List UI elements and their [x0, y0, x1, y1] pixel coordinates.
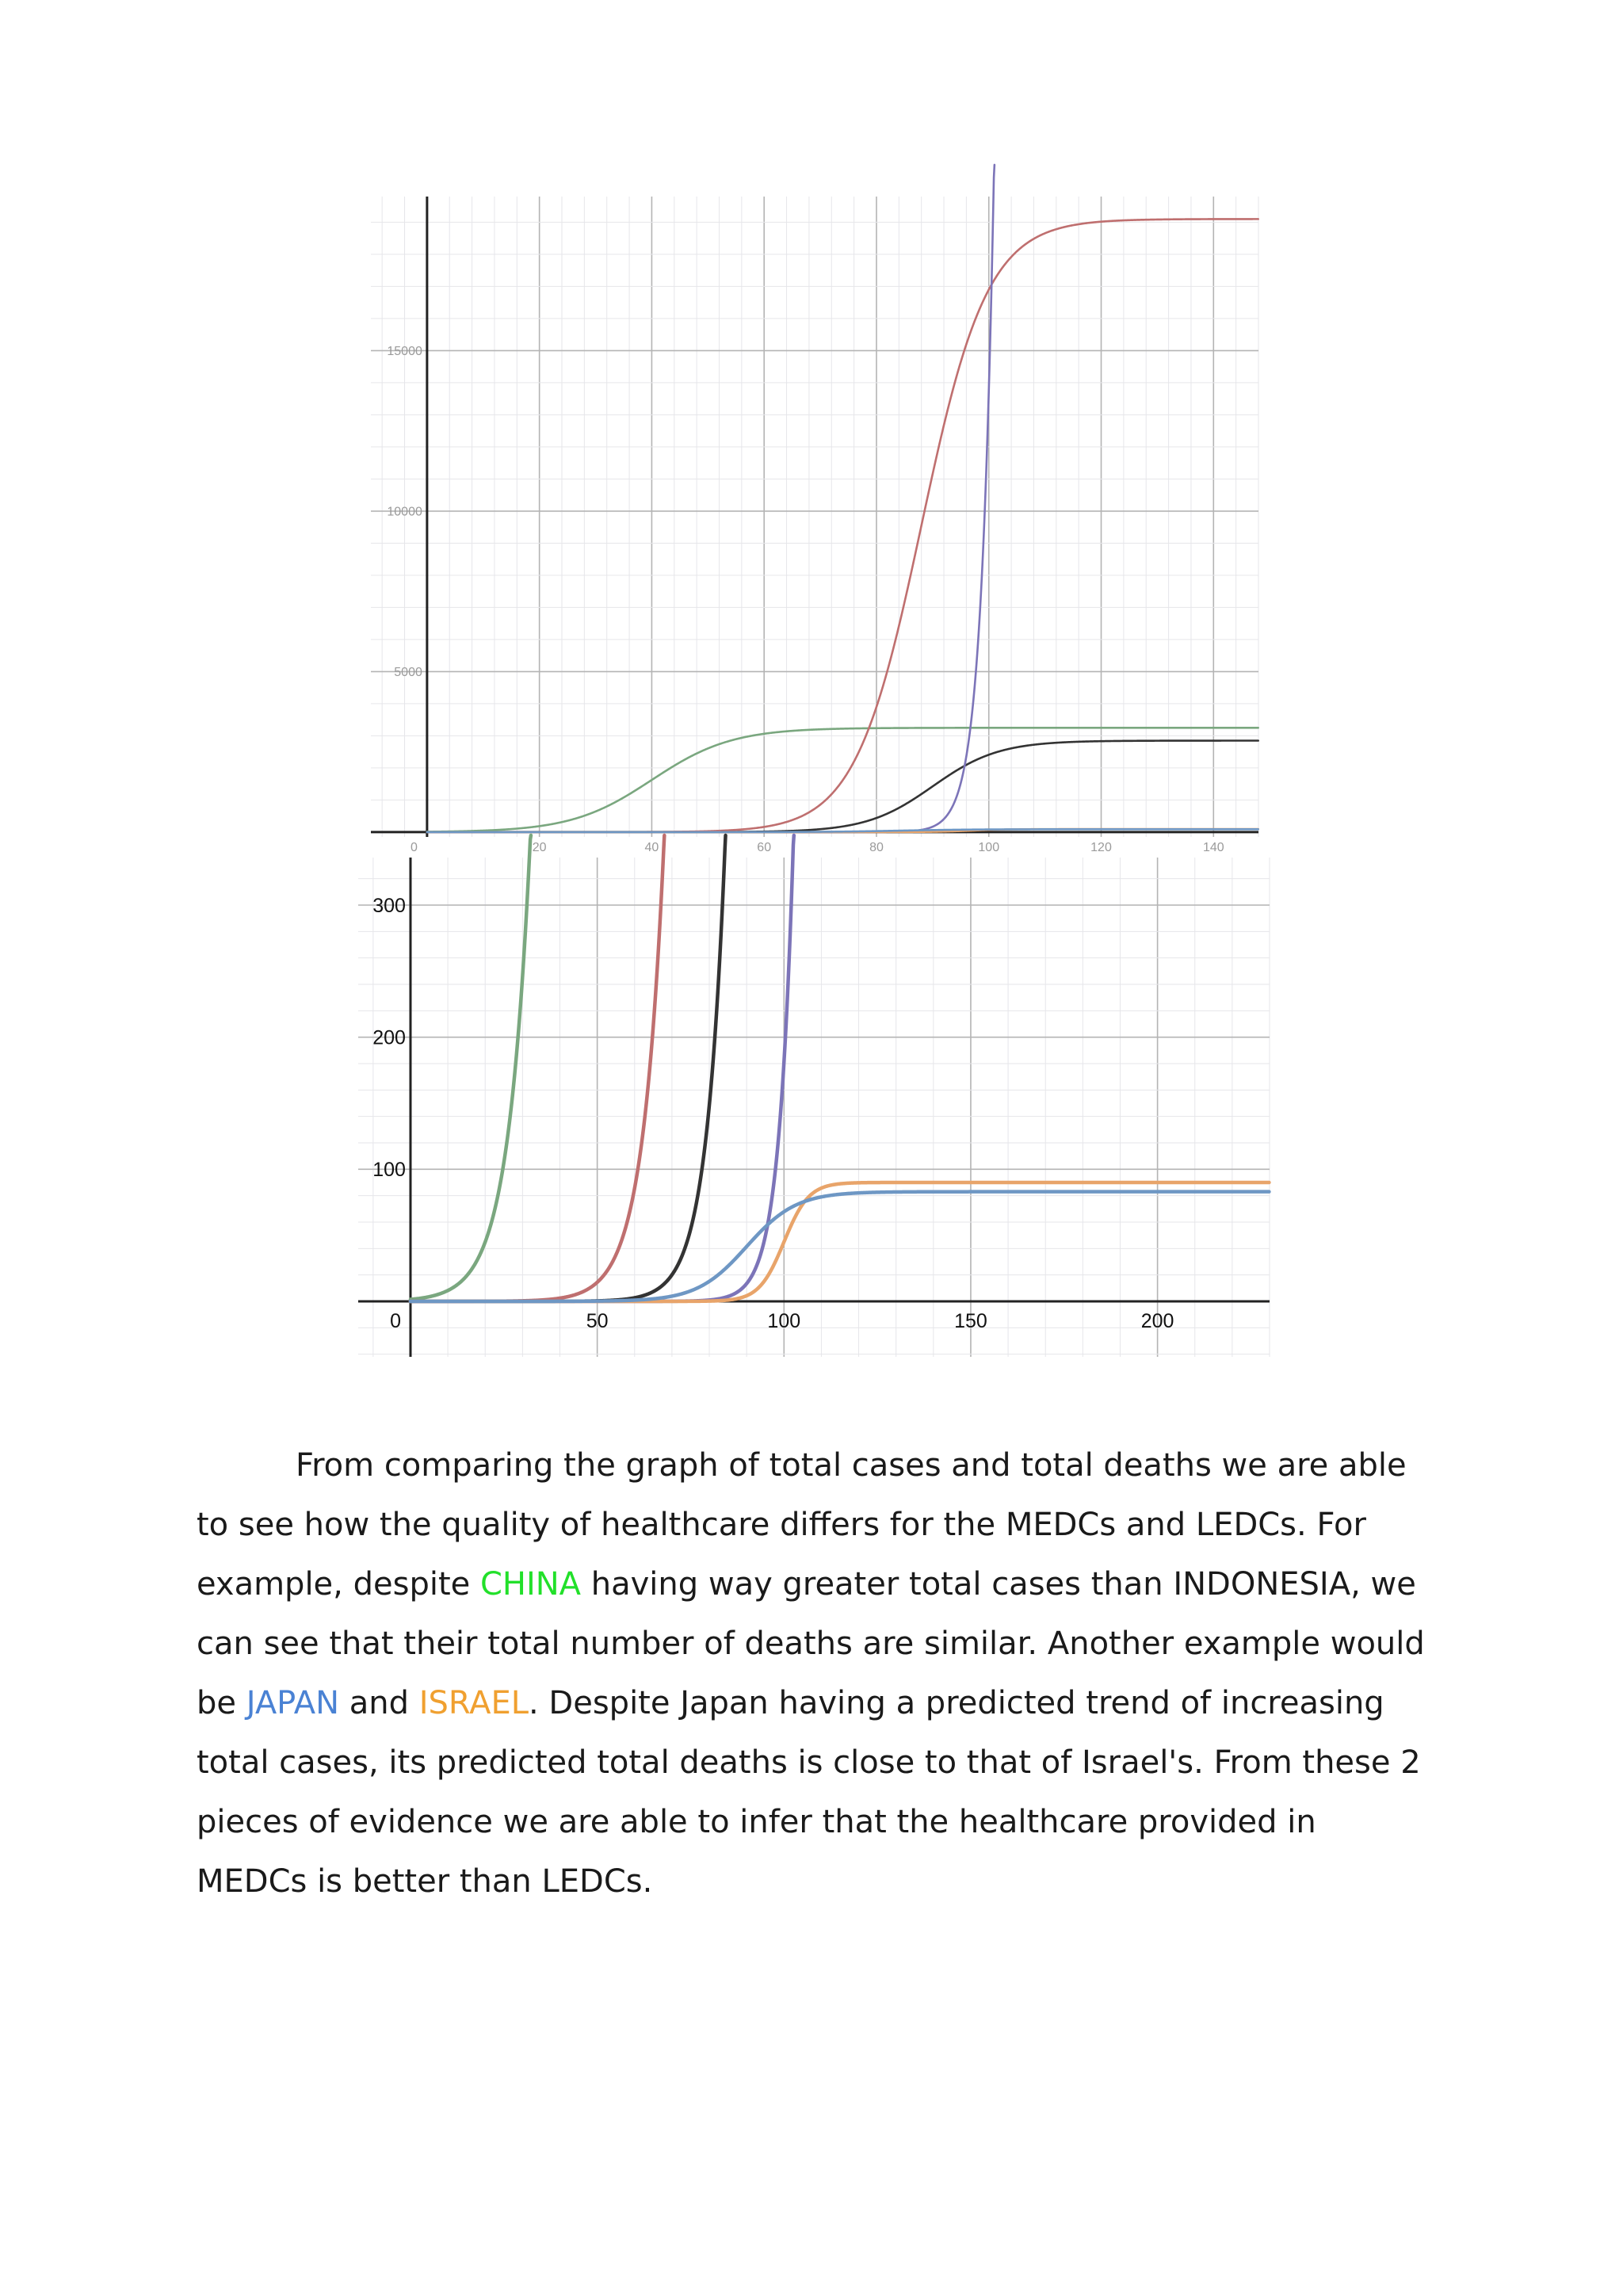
total-cases-chart: [371, 197, 1258, 854]
y-tick-label: 5000: [394, 666, 422, 680]
tick-labels: [387, 345, 1224, 854]
israel-highlight: ISRAEL: [418, 1685, 529, 1721]
series-line-6: [411, 1192, 1269, 1301]
y-tick-label: 15000: [387, 345, 422, 359]
paragraph-text-4: . Despite Japan having a predicted trend of increasing total cases, its predicted total deaths is close to that of Israel's. From these 2 pieces of evidence we are able to infer that the healthcare provided in MEDCs is better than LEDCs.: [197, 1685, 1421, 1900]
y-tick-label: 10000: [387, 505, 422, 519]
paragraph-text-1: From comparing the graph of total cases and total deaths we are able to see how the quality of healthcare differs for the MEDCs and LEDCs. For example, despite: [197, 1447, 1407, 1603]
x-tick-label: 20: [532, 840, 547, 854]
x-tick-label: 100: [767, 1310, 801, 1332]
y-tick-label: 300: [372, 894, 406, 917]
x-tick-label: 150: [954, 1310, 987, 1332]
x-tick-label: 200: [1140, 1310, 1174, 1332]
x-tick-label: 140: [1202, 840, 1224, 854]
total-deaths-chart: [358, 858, 1270, 1357]
japan-highlight: JAPAN: [246, 1685, 340, 1721]
x-tick-label: 50: [586, 1310, 609, 1332]
gridlines: [358, 858, 1270, 1357]
x-tick-label: 40: [644, 840, 659, 854]
series-line-4: [427, 165, 995, 832]
origin-label: 0: [410, 840, 418, 854]
paragraph-text-3: and: [339, 1685, 419, 1721]
series-line-5: [411, 1182, 1269, 1301]
plot-area: [371, 165, 1258, 854]
series-lines: [427, 165, 1258, 832]
x-tick-label: 80: [869, 840, 884, 854]
y-tick-label: 100: [372, 1159, 406, 1182]
x-tick-label: 60: [757, 840, 772, 854]
series-line-3: [427, 741, 1258, 832]
paragraph-text-2: having way greater total cases than INDONESIA, we can see that their total number of deaths are similar. Another example would be: [197, 1566, 1425, 1721]
x-tick-label: 120: [1090, 840, 1112, 854]
plot-area: [358, 835, 1270, 1357]
x-tick-label: 100: [978, 840, 1000, 854]
origin-label: 0: [390, 1310, 401, 1332]
analysis-paragraph: [197, 1436, 1433, 1912]
y-tick-label: 200: [372, 1026, 406, 1049]
china-highlight: CHINA: [479, 1566, 582, 1603]
